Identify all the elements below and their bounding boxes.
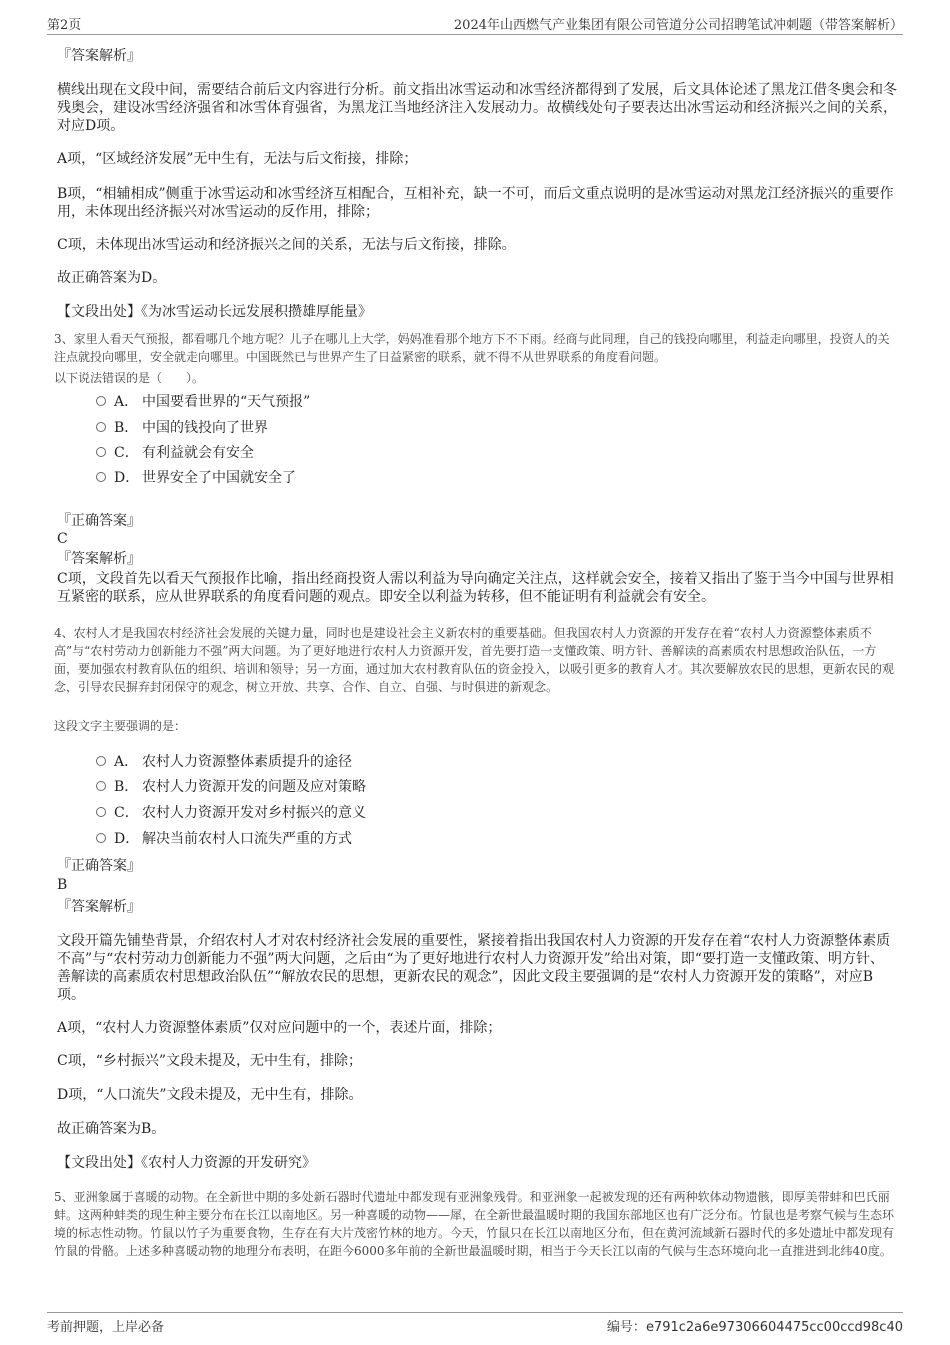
- q4-source: 【文段出处】《农村人力资源的开发研究》: [57, 1155, 316, 1171]
- q4-analysis-paragraph: 文段开篇先铺垫背景，介绍农村人才对农村经济社会发展的重要性，紧接着指出我国农村人力资源的开发存在着“农村人力资源整体素质不高”与“农村劳动力创新能力不强”两大问题，之后由“为了更好地进行农村人力资源开发”给出对策，即“要打造一支懂政策、明方针、善解读的高素质农村思想政治队伍”“解放农民的思想，更新农民的观念”，因此文段主要强调的是“农村人力资源开发的策略”，对应B项。: [57, 933, 891, 1003]
- q4-analysis-option-c: C项，“乡村振兴”文段未提及，无中生有，排除；: [57, 1053, 363, 1069]
- q2-analysis-option-c: C项，未体现出冰雪运动和经济振兴之间的关系，无法与后文衔接，排除。: [57, 237, 516, 253]
- q4-prompt: 这段文字主要强调的是：: [54, 719, 187, 733]
- q4-correct-label: 『正确答案』: [57, 858, 141, 874]
- q2-source: 【文段出处】《为冰雪运动长远发展积攒雄厚能量》: [57, 304, 372, 320]
- footer-code: 编号：e791c2a6e97306604475cc00ccd98c40: [606, 1320, 903, 1335]
- radio-icon[interactable]: [96, 781, 106, 791]
- radio-icon[interactable]: [96, 833, 106, 843]
- q5-stem: 5、亚洲象属于喜暖的动物。在全新世中期的多处新石器时代遗址中都发现有亚洲象残骨。和亚洲象一起被发现的还有两种软体动物遗骸，即厚美带蚌和巴氏丽蚌。这两种蚌类的现生种主要分布在长江以南地区。另一种喜暖的动物——犀，在全新世最温暖时期的我国东部地区也有广泛分布。竹鼠也是考察气候与生态环境的标志性动物。竹鼠以竹子为重要食物，生存在有大片茂密竹林的地方。今天，竹鼠只在长江以南地区分布，但在黄河流域新石器时代的多处遗址中都发现有竹鼠的骨骼。上述多种喜暖动物的地理分布表明，在距今6000多年前的全新世最温暖时期，相当于今天长江以南的气候与生态环境向北一直推进到北纬40度。: [54, 1190, 895, 1258]
- q4-analysis-label: 『答案解析』: [57, 899, 141, 915]
- q3-correct-label: 『正确答案』: [57, 513, 141, 529]
- q3-stem: 3、家里人看天气预报，都看哪几个地方呢？儿子在哪儿上大学，妈妈准看那个地方下不下雨。经商与此同理，自己的钱投向哪里，利益走向哪里，投资人的关注点就投向哪里，安全就走向哪里。中国既然已与世界产生了日益紧密的联系，就不得不从世界联系的角度看问题。: [54, 332, 890, 364]
- q3-option-c[interactable]: C． 有利益就会有安全: [96, 443, 254, 463]
- page-number: 第2页: [47, 18, 82, 33]
- radio-icon[interactable]: [96, 396, 106, 406]
- q4-option-a[interactable]: A． 农村人力资源整体素质提升的途径: [96, 752, 352, 772]
- q4-option-c[interactable]: C． 农村人力资源开发对乡村振兴的意义: [96, 803, 366, 823]
- q4-option-d[interactable]: D． 解决当前农村人口流失严重的方式: [96, 829, 352, 849]
- radio-icon[interactable]: [96, 422, 106, 432]
- q3-option-a[interactable]: A． 中国要看世界的“天气预报”: [96, 392, 310, 412]
- radio-icon[interactable]: [96, 807, 106, 817]
- page-footer: [47, 1312, 903, 1335]
- q4-stem: 4、农村人才是我国农村经济社会发展的关键力量，同时也是建设社会主义新农村的重要基础。但我国农村人力资源的开发存在着“农村人力资源整体素质不高”与“农村劳动力创新能力不强”两大问题。为了更好地进行农村人力资源开发，首先要打造一支懂政策、明方针、善解读的高素质农村思想政治队伍，一方面，要加强农村教育队伍的组织、培训和领导；另一方面，通过加大农村教育队伍的资金投入，以吸引更多的教育人才。其次要解放农民的思想，更新农民的观念，引导农民摒弃封闭保守的观念，树立开放、共享、合作、自立、自强、与时俱进的新观念。: [54, 626, 895, 694]
- q2-analysis-label: 『答案解析』: [57, 48, 141, 64]
- page-header: [47, 14, 903, 35]
- q4-analysis-option-d: D项，“人口流失”文段未提及，无中生有，排除。: [57, 1087, 363, 1103]
- q2-analysis-option-a: A项，“区域经济发展”无中生有，无法与后文衔接，排除；: [57, 151, 418, 167]
- radio-icon[interactable]: [96, 472, 106, 482]
- footer-slogan: 考前押题，上岸必备: [47, 1320, 165, 1335]
- q3-prompt: 以下说法错误的是（ ）。: [54, 371, 205, 385]
- document-title: 2024年山西燃气产业集团有限公司管道分公司招聘笔试冲刺题（带答案解析）: [453, 18, 903, 33]
- q2-analysis-paragraph: 横线出现在文段中间，需要结合前后文内容进行分析。前文指出冰雪运动和冰雪经济都得到了发展，后文具体论述了黑龙江借冬奥会和冬残奥会，建设冰雪经济强省和冰雪体育强省，为黑龙江当地经济注入发展动力。故横线处句子要表达出冰雪运动和经济振兴之间的关系，对应D项。: [57, 82, 897, 134]
- q4-analysis-option-a: A项，“农村人力资源整体素质”仅对应问题中的一个，表述片面，排除；: [57, 1020, 502, 1036]
- q3-analysis-label: 『答案解析』: [57, 551, 141, 567]
- q3-option-b[interactable]: B． 中国的钱投向了世界: [96, 418, 268, 438]
- q4-conclusion: 故正确答案为B。: [57, 1121, 166, 1137]
- radio-icon[interactable]: [96, 756, 106, 766]
- q2-conclusion: 故正确答案为D。: [57, 270, 167, 286]
- q3-option-d[interactable]: D． 世界安全了中国就安全了: [96, 468, 296, 488]
- radio-icon[interactable]: [96, 447, 106, 457]
- q4-correct-answer: B: [57, 877, 68, 893]
- q4-option-b[interactable]: B． 农村人力资源开发的问题及应对策略: [96, 777, 366, 797]
- q2-analysis-option-b: B项，“相辅相成”侧重于冰雪运动和冰雪经济互相配合，互相补充，缺一不可，而后文重点说明的是冰雪运动对黑龙江经济振兴的重要作用，未体现出经济振兴对冰雪运动的反作用，排除；: [57, 186, 894, 220]
- q3-correct-answer: C: [57, 531, 68, 547]
- q3-analysis: C项，文段首先以看天气预报作比喻，指出经商投资人需以利益为导向确定关注点，这样就会安全，接着又指出了鉴于当今中国与世界相互紧密的联系，应从世界联系的角度看问题的观点。即安全以利益为转移，但不能证明有利益就会有安全。: [57, 571, 894, 605]
